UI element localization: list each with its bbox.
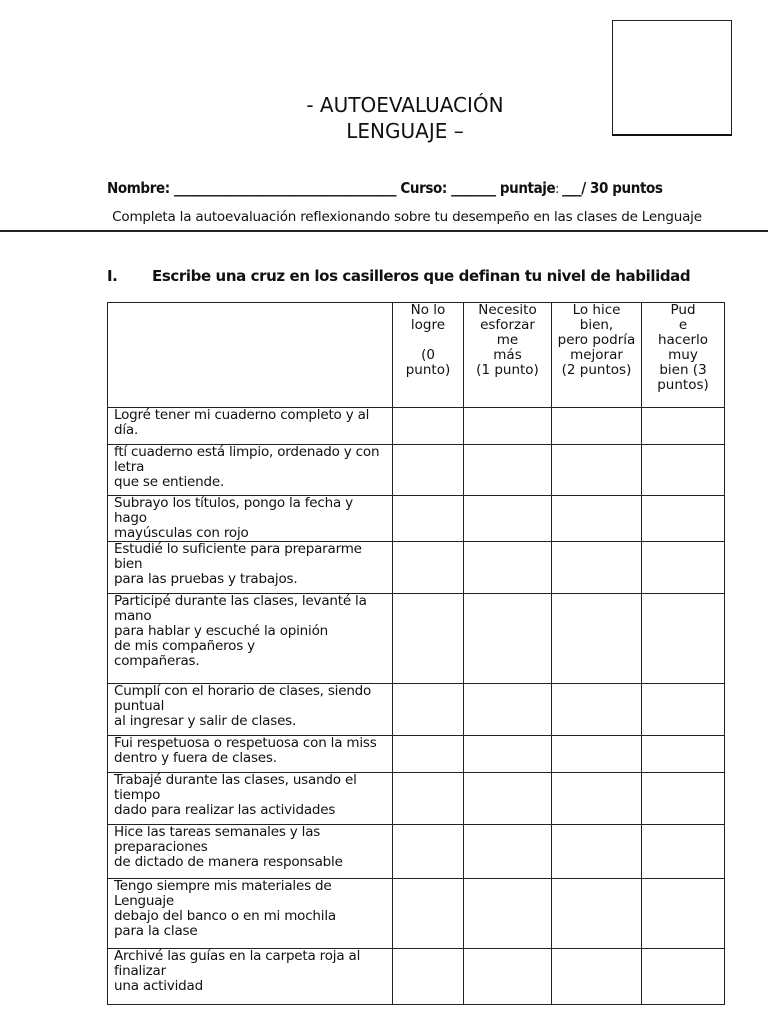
- checkbox-cell-level-3[interactable]: [642, 684, 725, 736]
- statement-cell: Logré tener mi cuaderno completo y al día.: [108, 408, 393, 445]
- self-evaluation-table: [107, 302, 725, 1005]
- checkbox-cell-level-3[interactable]: [642, 496, 725, 542]
- checkbox-cell-level-0[interactable]: [393, 496, 464, 542]
- column-header-3: Pud e hacerlo muy bien (3 puntos): [642, 303, 725, 408]
- instructions-text: Completa la autoevaluación reflexionando sobre tu desempeño en las clases de Lenguaje: [112, 209, 702, 225]
- checkbox-cell-level-3[interactable]: [642, 736, 725, 773]
- checkbox-cell-level-3[interactable]: [642, 773, 725, 825]
- table-row: [108, 408, 725, 445]
- table-row: [108, 773, 725, 825]
- table-row: [108, 684, 725, 736]
- checkbox-cell-level-1[interactable]: [464, 879, 552, 949]
- section-text: Escribe una cruz en los casilleros que definan tu nivel de habilidad: [152, 267, 691, 285]
- table-row: [108, 949, 725, 1005]
- checkbox-cell-level-3[interactable]: [642, 879, 725, 949]
- checkbox-cell-level-2[interactable]: [552, 542, 642, 594]
- statement-cell: Estudié lo suficiente para prepararme bien para las pruebas y trabajos.: [108, 542, 393, 594]
- checkbox-cell-level-2[interactable]: [552, 445, 642, 496]
- table-header-row: [108, 303, 725, 408]
- statement-cell: Archivé las guías en la carpeta roja al finalizar una actividad: [108, 949, 393, 1005]
- page-title: [230, 92, 580, 144]
- header-empty-cell: [108, 303, 393, 408]
- checkbox-cell-level-0[interactable]: [393, 542, 464, 594]
- column-header-2: Lo hice bien, pero podría mejorar (2 puntos): [552, 303, 642, 408]
- checkbox-cell-level-1[interactable]: [464, 542, 552, 594]
- checkbox-cell-level-3[interactable]: [642, 825, 725, 879]
- score-total: ___/ 30 puntos: [562, 179, 663, 197]
- checkbox-cell-level-2[interactable]: [552, 879, 642, 949]
- checkbox-cell-level-2[interactable]: [552, 825, 642, 879]
- statement-cell: Hice las tareas semanales y las preparaciones de dictado de manera responsable: [108, 825, 393, 879]
- checkbox-cell-level-0[interactable]: [393, 445, 464, 496]
- checkbox-cell-level-3[interactable]: [642, 949, 725, 1005]
- checkbox-cell-level-1[interactable]: [464, 684, 552, 736]
- statement-cell: Cumplí con el horario de clases, siendo puntual al ingresar y salir de clases.: [108, 684, 393, 736]
- checkbox-cell-level-0[interactable]: [393, 594, 464, 684]
- statement-cell: ftí cuaderno está limpio, ordenado y con letra que se entiende.: [108, 445, 393, 496]
- table-row: [108, 594, 725, 684]
- table-row: [108, 542, 725, 594]
- name-course-label: Nombre: ___________________________________ Curso: _______: [107, 179, 500, 197]
- checkbox-cell-level-2[interactable]: [552, 594, 642, 684]
- checkbox-cell-level-1[interactable]: [464, 825, 552, 879]
- column-header-0: No lo logre (0 punto): [393, 303, 464, 408]
- checkbox-cell-level-0[interactable]: [393, 408, 464, 445]
- section-number: I.: [107, 267, 118, 285]
- score-colon: :: [555, 182, 563, 197]
- checkbox-cell-level-0[interactable]: [393, 825, 464, 879]
- checkbox-cell-level-0[interactable]: [393, 684, 464, 736]
- table-row: [108, 879, 725, 949]
- student-info-row: [107, 179, 727, 197]
- score-label: puntaje: [499, 179, 556, 197]
- checkbox-cell-level-1[interactable]: [464, 408, 552, 445]
- checkbox-cell-level-3[interactable]: [642, 594, 725, 684]
- checkbox-cell-level-3[interactable]: [642, 445, 725, 496]
- checkbox-cell-level-1[interactable]: [464, 773, 552, 825]
- checkbox-cell-level-2[interactable]: [552, 408, 642, 445]
- statement-cell: Fui respetuosa o respetuosa con la miss dentro y fuera de clases.: [108, 736, 393, 773]
- checkbox-cell-level-3[interactable]: [642, 542, 725, 594]
- checkbox-cell-level-0[interactable]: [393, 773, 464, 825]
- title-line-2: LENGUAJE –: [346, 119, 464, 143]
- table-row: [108, 496, 725, 542]
- checkbox-cell-level-1[interactable]: [464, 496, 552, 542]
- grade-underline: [612, 134, 732, 136]
- statement-cell: Subrayo los títulos, pongo la fecha y hago mayúsculas con rojo: [108, 496, 393, 542]
- checkbox-cell-level-0[interactable]: [393, 949, 464, 1005]
- checkbox-cell-level-0[interactable]: [393, 736, 464, 773]
- checkbox-cell-level-2[interactable]: [552, 773, 642, 825]
- statement-cell: Tengo siempre mis materiales de Lenguaje debajo del banco o en mi mochila para la clase: [108, 879, 393, 949]
- checkbox-cell-level-1[interactable]: [464, 594, 552, 684]
- checkbox-cell-level-2[interactable]: [552, 684, 642, 736]
- checkbox-cell-level-2[interactable]: [552, 949, 642, 1005]
- checkbox-cell-level-3[interactable]: [642, 408, 725, 445]
- grade-box[interactable]: [612, 20, 732, 136]
- column-header-1: Necesito esforzar me más (1 punto): [464, 303, 552, 408]
- table-row: [108, 445, 725, 496]
- statement-cell: Trabajé durante las clases, usando el tiempo dado para realizar las actividades: [108, 773, 393, 825]
- table-row: [108, 825, 725, 879]
- table-row: [108, 736, 725, 773]
- checkbox-cell-level-1[interactable]: [464, 949, 552, 1005]
- statement-cell: Participé durante las clases, levanté la mano para hablar y escuché la opinión de mis compañeros y compañeras.: [108, 594, 393, 684]
- checkbox-cell-level-1[interactable]: [464, 445, 552, 496]
- section-heading: [107, 267, 690, 285]
- checkbox-cell-level-2[interactable]: [552, 496, 642, 542]
- checkbox-cell-level-0[interactable]: [393, 879, 464, 949]
- title-line-1: - AUTOEVALUACIÓN: [306, 93, 504, 117]
- checkbox-cell-level-1[interactable]: [464, 736, 552, 773]
- checkbox-cell-level-2[interactable]: [552, 736, 642, 773]
- divider-line: [0, 230, 768, 232]
